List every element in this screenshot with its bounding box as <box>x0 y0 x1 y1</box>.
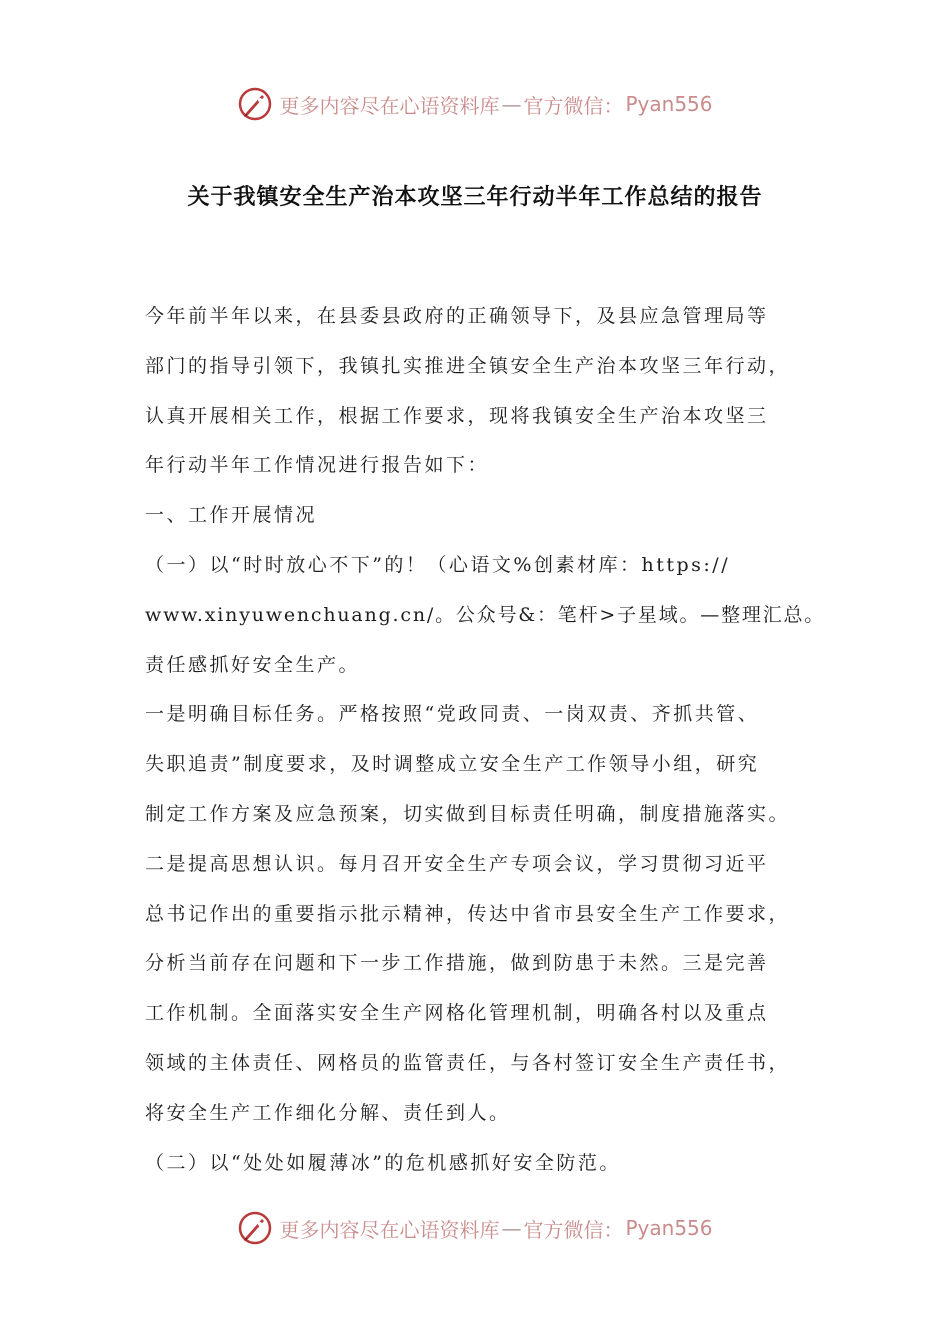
watermark-wechat-label: 官方微信： <box>523 93 624 118</box>
body-line: 今年前半年以来，在县委县政府的正确领导下，及县应急管理局等 <box>145 305 769 327</box>
quill-logo-icon <box>237 1210 273 1246</box>
body-line: 认真开展相关工作，根据工作要求，现将我镇安全生产治本攻坚三 <box>145 404 769 427</box>
quill-logo-icon <box>237 86 273 122</box>
body-line: www.xinyuwenchuang.cn/。公众号&：笔杆>子星域。—整理汇总。 <box>145 603 826 626</box>
watermark-text: 更多内容尽在心语资料库 <box>279 93 500 118</box>
body-line: 总书记作出的重要指示批示精神，传达中省市县安全生产工作要求， <box>145 902 791 925</box>
body-line: 将安全生产工作细化分解、责任到人。 <box>145 1101 511 1124</box>
subsection-heading: （一）以“时时放心不下”的！（心语文%创素材库：https:// <box>145 553 731 576</box>
header-watermark <box>0 82 950 126</box>
body-line: 分析当前存在问题和下一步工作措施，做到防患于未然。三是完善 <box>145 952 769 975</box>
body-line: 部门的指导引领下，我镇扎实推进全镇安全生产治本攻坚三年行动， <box>145 354 791 377</box>
body-line: 失职追责”制度要求，及时调整成立安全生产工作领导小组，研究 <box>145 753 760 776</box>
watermark-wechat-id: Pyan556 <box>625 1216 713 1240</box>
watermark-wechat-label: 官方微信： <box>523 1217 624 1242</box>
section-heading: 一、工作开展情况 <box>145 504 318 527</box>
footer-watermark <box>0 1206 950 1250</box>
watermark-separator: — <box>501 92 522 116</box>
body-line: 年行动半年工作情况进行报告如下： <box>145 454 490 477</box>
body-line: 领域的主体责任、网格员的监管责任，与各村签订安全生产责任书， <box>145 1051 791 1074</box>
watermark-separator: — <box>501 1216 522 1240</box>
body-line: 工作机制。全面落实安全生产网格化管理机制，明确各村以及重点 <box>145 1002 769 1025</box>
document-title: 关于我镇安全生产治本攻坚三年行动半年工作总结的报告 <box>187 184 763 210</box>
watermark-text: 更多内容尽在心语资料库 <box>279 1217 500 1242</box>
body-line: 责任感抓好安全生产。 <box>145 653 361 676</box>
subsection-heading: （二）以“处处如履薄冰”的危机感抓好安全防范。 <box>145 1151 621 1174</box>
body-line: 二是提高思想认识。每月召开安全生产专项会议，学习贯彻习近平 <box>145 852 769 875</box>
body-line: 制定工作方案及应急预案，切实做到目标责任明确，制度措施落实。 <box>145 802 791 825</box>
document-body <box>145 292 826 1188</box>
body-line: 一是明确目标任务。严格按照“党政同责、一岗双责、齐抓共管、 <box>145 703 760 726</box>
watermark-wechat-id: Pyan556 <box>625 92 713 116</box>
